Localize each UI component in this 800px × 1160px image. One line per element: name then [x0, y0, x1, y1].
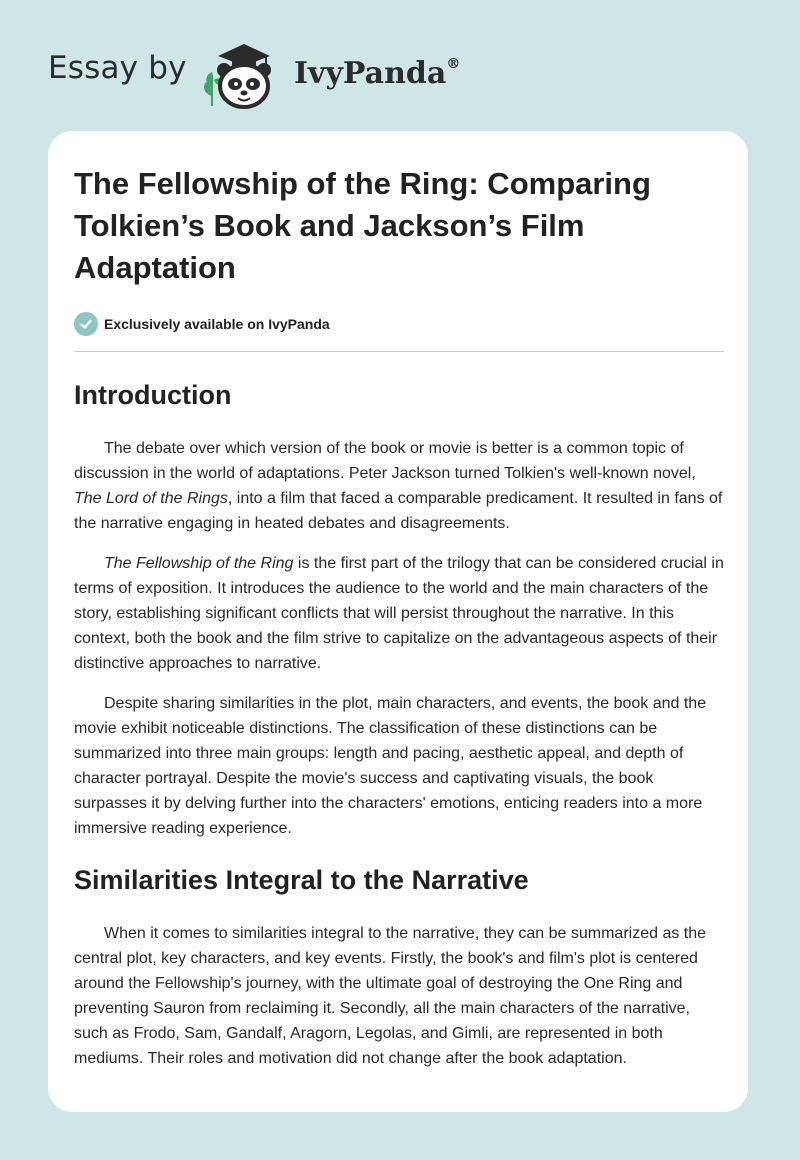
book-title: The Fellowship of the Ring: [104, 555, 294, 572]
site-header: [48, 36, 548, 116]
essay-title: The Fellowship of the Ring: Comparing Tolkien’s Book and Jackson’s Film Adaptation: [74, 166, 651, 285]
exclusive-notice: [74, 311, 724, 337]
section-heading-similarities: Similarities Integral to the Narrative: [74, 865, 529, 895]
registered-mark: ®: [446, 56, 461, 72]
check-circle-icon: [74, 312, 98, 336]
paragraph: When it comes to similarities integral to the narrative, they can be summarized as the central plot, key characters, and key events. Firstly, the book's and film's plot is centered around the Fellowship's journey, with the ultimate goal of destroying the One Ring and preventing Sauron from reclaiming it. Secondly, all the main characters of the narrative, such as Frodo, Sam, Gandalf, Aragorn, Legolas, and Gimli, are represented in both mediums. Their roles and motivation did not change after the book adaptation.: [74, 925, 707, 1067]
essay-content: [74, 163, 724, 1071]
paragraph: The debate over which version of the book or movie is better is a common topic of discussion in the world of adaptations. Peter Jackson turned Tolkien's well-known novel, The Lord of the Rings, into a film that faced a comparable predicament. It resulted in fans of the narrative engaging in heated debates and disagreements.: [74, 440, 723, 532]
section-heading-introduction: Introduction: [74, 380, 232, 410]
book-title: The Lord of the Rings: [74, 490, 228, 507]
divider: [74, 351, 724, 352]
exclusive-label: Exclusively available on IvyPanda: [104, 316, 330, 332]
paragraph: The Fellowship of the Ring is the first part of the trilogy that can be considered crucial in terms of exposition. It introduces the audience to the world and the main characters of the story, establishing significant conflicts that will persist throughout the narrative. In this context, both the book and the film strive to capitalize on the advantageous aspects of their distinctive approaches to narrative.: [74, 555, 724, 672]
brand-name[interactable]: IvyPanda®: [294, 56, 461, 91]
paragraph: Despite sharing similarities in the plot, main characters, and events, the book and the movie exhibit noticeable distinctions. The classification of these distinctions can be summarized into three main groups: length and pacing, aesthetic appeal, and depth of character portrayal. Despite the movie's success and captivating visuals, the book surpasses it by delving further into the characters' emotions, enticing readers into a more immersive reading experience.: [74, 695, 707, 837]
essay-by-label: Essay by: [48, 50, 187, 86]
panda-graduation-cap-icon[interactable]: [200, 36, 286, 110]
essay-card: [48, 131, 748, 1112]
